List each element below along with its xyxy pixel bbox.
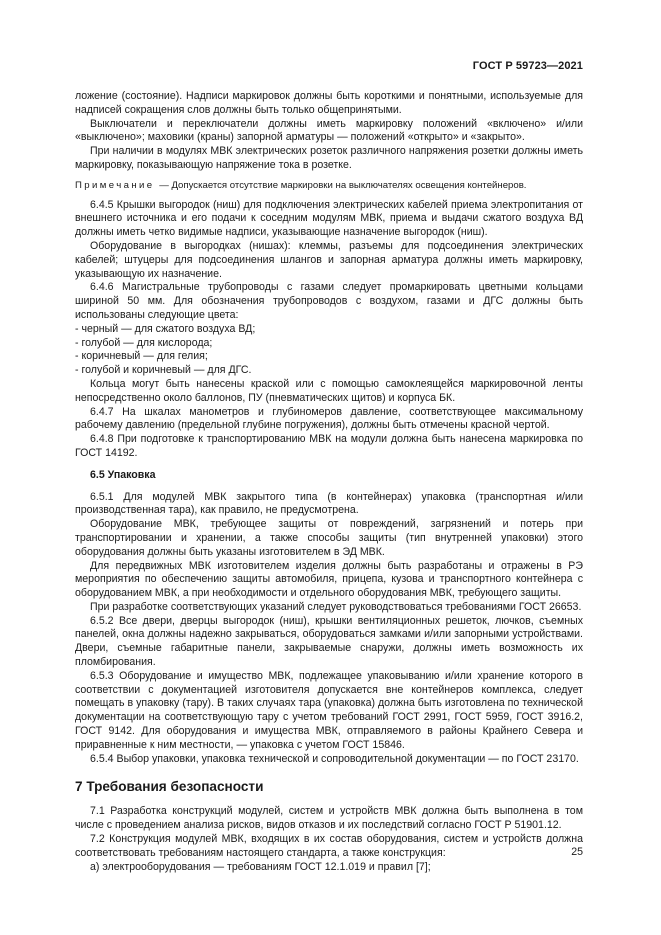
paragraph-6-4-6: 6.4.6 Магистральные трубопроводы с газами следует промаркировать цветными кольцами шириной 50 мм. Для обозначения трубопроводов с воздухом, газами и ДГС должны быть использованы следующие цвета: [75,281,583,321]
paragraph: При наличии в модулях МВК электрических розеток различного напряжения розетки должны иметь маркировку, показывающую напряжение тока в розетке. [75,145,583,171]
paragraph: ложение (состояние). Надписи маркировок должны быть короткими и понятными, используемые для надписей сокращения слов должны быть только общепринятыми. [75,90,583,116]
list-item: - черный — для сжатого воздуха ВД; [75,322,256,335]
document-body [75,90,583,874]
list-item: - голубой и коричневый — для ДГС. [75,364,252,377]
paragraph-7-2: 7.2 Конструкция модулей МВК, входящих в их состав оборудования, систем и устройств должна соответствовать требованиям настоящего стандарта, а также конструкция: [75,833,583,859]
paragraph-6-4-5: 6.4.5 Крышки выгородок (ниш) для подключения электрических кабелей приема электропитания от внешнего источника и его подачи к соседним модулям МВК, приема и выдачи сжатого воздуха ВД должны иметь четко видимые надписи, указывающие назначение выгородок (ниш). [75,198,583,239]
section-heading: 7 Требования безопасности [75,779,264,795]
paragraph: При разработке соответствующих указаний следует руководствоваться требованиями ГОСТ 26653. [90,600,582,613]
paragraph-6-5-1: 6.5.1 Для модулей МВК закрытого типа (в контейнерах) упаковка (транспортная и/или производственная тара), как правило, не предусмотрена. [75,490,583,517]
paragraph: Выключатели и переключатели должны иметь маркировку положений «включено» и/или «выключено»; маховики (краны) запорной арматуры — положений «открыто» и «закрыто». [75,117,583,144]
list-item: а) электрооборудования — требованиям ГОСТ 12.1.019 и правил [7]; [90,860,431,873]
note [75,179,583,193]
document-id-header: ГОСТ Р 59723—2021 [472,60,583,72]
paragraph-6-5-3: 6.5.3 Оборудование и имущество МВК, подлежащее упаковыванию и/или хранение которого в соответствии с документацией изготовителя допускается вне контейнеров комплекса, следует помещать в упаковку (тару). В таких случаях тара (упаковка) должна быть изготовлена по технической документации на соответствующую тару с учетом требований ГОСТ 2991, ГОСТ 5959, ГОСТ 3916.2, ГОСТ 9142. Для оборудования и имущества МВК, отправляемого в районы Крайнего Севера и приравненные к ним местности, — упаковка с учетом ГОСТ 15846. [75,669,583,751]
paragraph: Оборудование МВК, требующее защиты от повреждений, загрязнений и потерь при транспортировании и хранении, а также способы защиты (тип внутренней упаковки) этого оборудования должны быть указаны изготовителем в ЭД МВК. [75,518,583,558]
paragraph: Кольца могут быть нанесены краской или с помощью самоклеящейся маркировочной ленты непосредственно около баллонов, ПУ (пневматических щитов) и корпуса БК. [75,377,583,404]
page-number: 25 [571,846,583,858]
list-item: - коричневый — для гелия; [75,350,208,363]
subsection-heading: 6.5 Упаковка [90,468,156,481]
note-text: — Допускается отсутствие маркировки на выключателях освещения контейнеров. [156,179,527,191]
note-label: Примечание [75,179,155,191]
paragraph-6-4-8: 6.4.8 При подготовке к транспортированию МВК на модули должна быть нанесена маркировка по ГОСТ 14192. [75,433,583,459]
list-item: - голубой — для кислорода; [75,336,213,349]
paragraph: Для передвижных МВК изготовителем изделия должны быть разработаны и отражены в РЭ мероприятия по обеспечению защиты автомобиля, прицепа, кузова и транспортного контейнера с оборудованием МВК, а при необходимости и отдельного оборудования МВК, требующего защиты. [75,559,583,600]
paragraph-6-4-7: 6.4.7 На шкалах манометров и глубиномеров давление, соответствующее максимальному рабочему давлению (предельной глубине погружения), должны быть отмечены красной чертой. [75,405,583,432]
paragraph-6-5-4: 6.5.4 Выбор упаковки, упаковка технической и сопроводительной документации — по ГОСТ 23170. [90,752,579,765]
paragraph-6-5-2: 6.5.2 Все двери, дверцы выгородок (ниш), крышки вентиляционных решеток, лючков, съемных панелей, окна должны надежно закрываться, оборудоваться замками и/или запорными устройствами. Двери, съемные габаритные панели, закрываемые снаружи, должны иметь возможность их пломбирования. [75,614,583,669]
paragraph-7-1: 7.1 Разработка конструкций модулей, систем и устройств МВК должна быть выполнена в том числе с проведением анализа рисков, видов отказов и их последствий согласно ГОСТ Р 51901.12. [75,805,583,832]
paragraph: Оборудование в выгородках (нишах): клеммы, разъемы для подсоединения электрических кабелей; штуцеры для подсоединения шлангов и запорная арматура должны иметь маркировку, указывающую их назначение. [75,239,583,280]
